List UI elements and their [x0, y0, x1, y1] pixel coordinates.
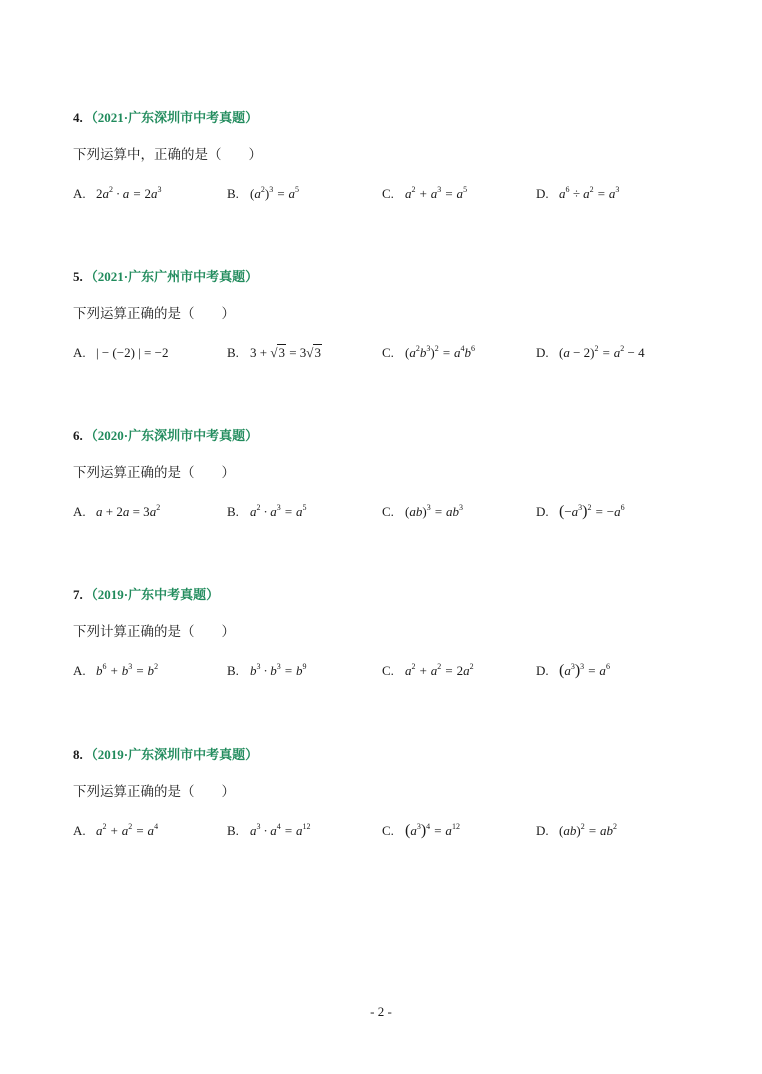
- option-a: [73, 342, 168, 364]
- option-formula: $a + 2a = 3a^2$: [96, 503, 161, 519]
- option-label: B.: [227, 186, 239, 201]
- option-formula: $a^6 \div a^2 = a^3$: [559, 185, 620, 201]
- option-a: [73, 660, 158, 682]
- question-header: [73, 108, 713, 128]
- option-formula: $b^3 \cdot b^3 = b^9$: [250, 662, 307, 678]
- question-stem: 下列运算正确的是（ ）: [73, 465, 235, 480]
- option-d: [536, 820, 617, 842]
- question-8: [73, 745, 713, 842]
- option-label: C.: [382, 823, 394, 838]
- option-formula: $(ab)^3 = ab^3$: [405, 503, 463, 519]
- question-7: [73, 585, 713, 682]
- option-formula: $a^2 + a^2 = 2a^2$: [405, 662, 474, 678]
- option-formula: $a^2 + a^2 = a^4$: [96, 822, 159, 838]
- question-source: （2021·广东广州市中考真题）: [84, 269, 259, 284]
- option-label: D.: [536, 345, 549, 360]
- option-formula: | − (−2) | = −2: [96, 345, 169, 360]
- option-formula: $a^2 \cdot a^3 = a^5$: [250, 503, 307, 519]
- option-label: C.: [382, 186, 394, 201]
- question-number: 6.: [73, 428, 83, 443]
- option-formula: $(a^2b^3)^2 = a^4b^6$: [405, 344, 475, 360]
- question-stem: 下列运算正确的是（ ）: [73, 306, 235, 321]
- option-formula: $(-a^3)^2 = -a^6$: [559, 503, 625, 520]
- option-label: B.: [227, 345, 239, 360]
- option-c: [382, 820, 460, 842]
- question-stem: 下列计算正确的是（ ）: [73, 624, 235, 639]
- question-number: 7.: [73, 587, 83, 602]
- options-row: [73, 183, 713, 205]
- option-b: [227, 820, 311, 842]
- option-label: A.: [73, 345, 86, 360]
- option-label: A.: [73, 663, 86, 678]
- option-label: D.: [536, 504, 549, 519]
- question-source: （2020·广东深圳市中考真题）: [84, 428, 259, 443]
- option-a: [73, 183, 162, 205]
- option-formula: $(a^3)^4 = a^{12}$: [405, 822, 460, 839]
- option-label: A.: [73, 823, 86, 838]
- option-formula: $(a - 2)^2 = a^2 - 4$: [559, 344, 645, 360]
- option-a: [73, 820, 158, 842]
- option-formula: $a^2 + a^3 = a^5$: [405, 185, 468, 201]
- option-formula: $2a^2 \cdot a = 2a^3$: [96, 185, 162, 201]
- question-6: [73, 426, 713, 523]
- question-header: [73, 745, 713, 765]
- question-5: [73, 267, 713, 364]
- options-row: [73, 342, 713, 364]
- question-number: 5.: [73, 269, 83, 284]
- question-source: （2019·广东深圳市中考真题）: [84, 747, 259, 762]
- option-b: [227, 660, 307, 682]
- option-d: [536, 342, 645, 364]
- question-number: 4.: [73, 110, 83, 125]
- option-formula: $a^3 \cdot a^4 = a^{12}$: [250, 822, 311, 838]
- option-formula: $(a^3)^3 = a^6$: [559, 662, 610, 679]
- option-formula: $(a^2)^3 = a^5$: [250, 185, 299, 201]
- option-d: [536, 501, 625, 523]
- option-c: [382, 660, 474, 682]
- option-label: D.: [536, 823, 549, 838]
- options-row: [73, 820, 713, 842]
- question-header: [73, 267, 713, 287]
- option-label: C.: [382, 345, 394, 360]
- option-formula: $b^6 + b^3 = b^2$: [96, 662, 159, 678]
- option-formula: 3 + √3 = 3√3: [250, 345, 321, 360]
- question-source: （2019·广东中考真题）: [84, 587, 220, 602]
- page-number: - 2 -: [370, 1004, 392, 1019]
- option-b: [227, 342, 322, 364]
- option-label: B.: [227, 823, 239, 838]
- option-label: A.: [73, 504, 86, 519]
- question-source: （2021·广东深圳市中考真题）: [84, 110, 259, 125]
- option-label: D.: [536, 663, 549, 678]
- options-row: [73, 501, 713, 523]
- option-d: [536, 183, 619, 205]
- option-c: [382, 501, 463, 523]
- question-stem: 下列运算正确的是（ ）: [73, 784, 235, 799]
- option-label: D.: [536, 186, 549, 201]
- option-label: C.: [382, 504, 394, 519]
- option-d: [536, 660, 610, 682]
- question-header: [73, 585, 713, 605]
- option-b: [227, 183, 299, 205]
- option-a: [73, 501, 160, 523]
- option-c: [382, 183, 467, 205]
- option-label: A.: [73, 186, 86, 201]
- question-4: [73, 108, 713, 205]
- option-formula: $(ab)^2 = ab^2$: [559, 822, 617, 838]
- option-label: B.: [227, 663, 239, 678]
- option-label: C.: [382, 663, 394, 678]
- option-label: B.: [227, 504, 239, 519]
- option-c: [382, 342, 475, 364]
- question-header: [73, 426, 713, 446]
- question-number: 8.: [73, 747, 83, 762]
- options-row: [73, 660, 713, 682]
- option-b: [227, 501, 307, 523]
- question-stem: 下列运算中，正确的是（ ）: [73, 147, 262, 162]
